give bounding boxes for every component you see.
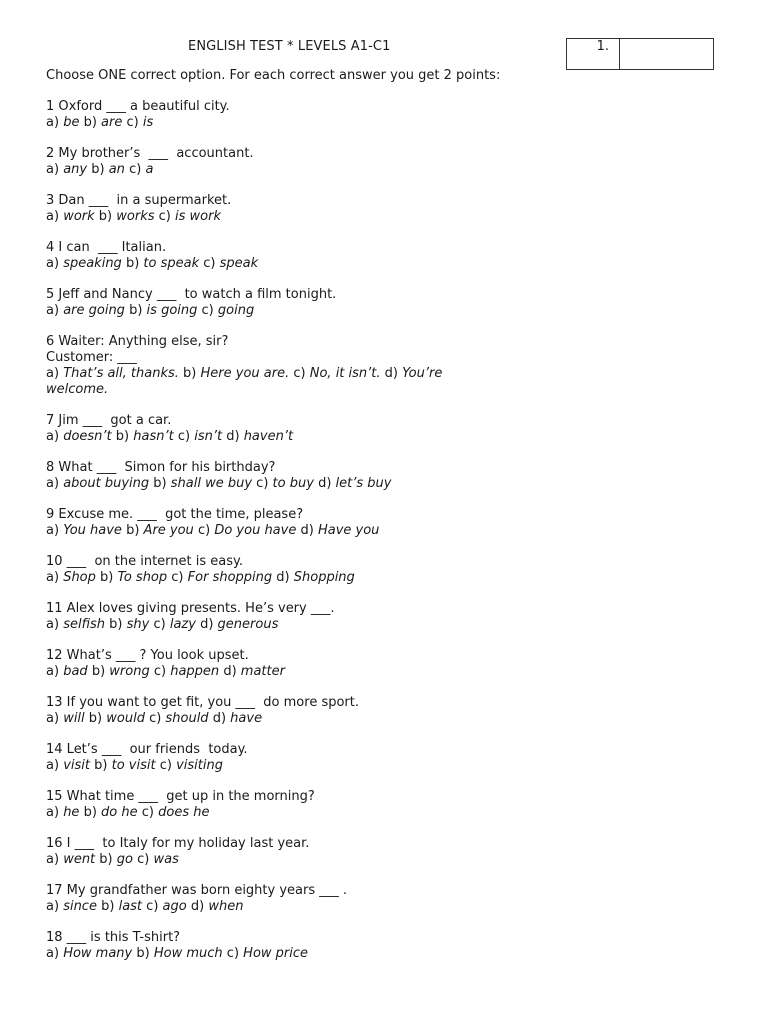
option-text: Here you are. — [200, 366, 290, 381]
answer-option[interactable] — [276, 570, 355, 585]
option-text: lazy — [169, 617, 196, 632]
question-stem: 15 What time ___ get up in the morning? — [46, 789, 315, 804]
question-stem: 17 My grandfather was born eighty years ___ . — [46, 883, 348, 898]
option-text: do he — [101, 805, 138, 820]
answer-option[interactable] — [300, 523, 379, 538]
question-item — [46, 287, 506, 319]
question-item — [46, 883, 506, 915]
option-text: is work — [175, 209, 221, 224]
answer-options — [46, 256, 506, 272]
option-text: does he — [158, 805, 210, 820]
option-letter: a) — [46, 366, 60, 381]
question-item — [46, 334, 506, 398]
answer-option[interactable] — [226, 429, 293, 444]
answer-options — [46, 476, 506, 492]
option-text: a — [145, 162, 154, 177]
option-letter: b) — [109, 617, 123, 632]
option-text: To shop — [117, 570, 168, 585]
option-letter: b) — [136, 946, 150, 961]
question-item — [46, 930, 506, 962]
option-letter: d) — [190, 899, 205, 914]
question-stem: 14 Let’s ___ our friends today. — [46, 742, 248, 757]
option-letter: d) — [226, 429, 240, 444]
option-text: should — [165, 711, 209, 726]
option-letter: b) — [153, 476, 167, 491]
option-letter: a) — [46, 899, 60, 914]
option-letter: a) — [46, 476, 60, 491]
option-text: matter — [240, 664, 285, 679]
question-item — [46, 742, 506, 774]
option-text: shall we buy — [170, 476, 253, 491]
option-text: speaking — [63, 256, 122, 271]
answer-option[interactable] — [126, 523, 194, 538]
answer-option[interactable] — [200, 617, 278, 632]
option-letter: c) — [256, 476, 269, 491]
option-text: have — [230, 711, 263, 726]
option-letter: d) — [276, 570, 290, 585]
option-text: shy — [126, 617, 150, 632]
option-letter: a) — [46, 162, 60, 177]
question-stem: 5 Jeff and Nancy ___ to watch a film tonight. — [46, 287, 337, 302]
option-text: visit — [63, 758, 90, 773]
score-box — [566, 38, 714, 70]
option-text: haven’t — [243, 429, 294, 444]
option-text: work — [63, 209, 95, 224]
answer-options — [46, 209, 506, 225]
option-letter: a) — [46, 852, 60, 867]
option-text: to buy — [272, 476, 314, 491]
option-letter: b) — [94, 758, 108, 773]
answer-options — [46, 523, 506, 539]
question-item — [46, 193, 506, 225]
question-stem: 4 I can ___ Italian. — [46, 240, 167, 255]
option-letter: b) — [83, 805, 97, 820]
answer-options — [46, 758, 506, 774]
question-stem: 9 Excuse me. ___ got the time, please? — [46, 507, 304, 522]
option-letter: c) — [293, 366, 306, 381]
option-text: For shopping — [187, 570, 273, 585]
answer-option[interactable] — [142, 805, 210, 820]
instructions: Choose ONE correct option. For each correct answer you get 2 points: — [46, 68, 501, 83]
option-letter: a) — [46, 758, 60, 773]
answer-option[interactable] — [159, 209, 221, 224]
option-letter: a) — [46, 805, 60, 820]
answer-option[interactable] — [46, 115, 79, 130]
option-letter: a) — [46, 209, 60, 224]
question-stem-line2: Customer: ___ — [46, 350, 137, 365]
option-letter: c) — [137, 852, 150, 867]
option-text: since — [63, 899, 97, 914]
answer-option[interactable] — [223, 664, 285, 679]
option-letter: d) — [300, 523, 314, 538]
answer-options — [46, 711, 506, 727]
answer-option[interactable] — [183, 366, 289, 381]
answer-option[interactable] — [84, 805, 138, 820]
answer-option[interactable] — [153, 617, 195, 632]
answer-option[interactable] — [46, 946, 132, 961]
option-letter: b) — [129, 303, 143, 318]
option-letter: c) — [153, 617, 166, 632]
answer-option[interactable] — [213, 711, 262, 726]
answer-option[interactable] — [46, 476, 149, 491]
answer-option[interactable] — [46, 303, 125, 318]
answer-option[interactable] — [160, 758, 223, 773]
question-item — [46, 99, 506, 131]
answer-option[interactable] — [126, 256, 199, 271]
option-letter: a) — [46, 523, 60, 538]
question-item — [46, 836, 506, 868]
option-letter: a) — [46, 664, 60, 679]
option-letter: c) — [126, 115, 139, 130]
answer-option[interactable] — [46, 617, 105, 632]
option-text: was — [153, 852, 179, 867]
question-item — [46, 789, 506, 821]
option-letter: c) — [226, 946, 240, 961]
option-text: That’s all, thanks. — [63, 366, 179, 381]
answer-option[interactable] — [154, 664, 219, 679]
option-text: is going — [146, 303, 198, 318]
answer-option[interactable] — [171, 570, 272, 585]
answer-options — [46, 805, 506, 821]
option-text: No, it isn’t. — [309, 366, 381, 381]
option-letter: b) — [98, 209, 113, 224]
option-text: speak — [219, 256, 259, 271]
answer-option[interactable] — [116, 429, 174, 444]
option-letter: c) — [129, 162, 142, 177]
option-letter: b) — [101, 899, 115, 914]
option-text: Shop — [63, 570, 96, 585]
option-text: to speak — [143, 256, 200, 271]
answer-options — [46, 366, 506, 398]
option-letter: b) — [183, 366, 197, 381]
option-letter: c) — [197, 523, 211, 538]
option-text: when — [208, 899, 244, 914]
answer-option[interactable] — [129, 162, 153, 177]
answer-option[interactable] — [46, 256, 122, 271]
option-text: How many — [63, 946, 133, 961]
score-label: 1. — [567, 39, 620, 69]
option-text: You’re welcome. — [46, 366, 443, 397]
option-text: is — [142, 115, 154, 130]
question-item — [46, 554, 506, 586]
answer-option[interactable] — [46, 852, 95, 867]
answer-option[interactable] — [127, 115, 154, 130]
question-stem: 3 Dan ___ in a supermarket. — [46, 193, 232, 208]
answer-option[interactable] — [153, 476, 252, 491]
option-text: isn’t — [194, 429, 223, 444]
question-item — [46, 648, 506, 680]
question-item — [46, 146, 506, 178]
option-letter: c) — [141, 805, 154, 820]
answer-option[interactable] — [256, 476, 314, 491]
option-letter: c) — [149, 711, 162, 726]
question-stem: 12 What’s ___ ? You look upset. — [46, 648, 249, 663]
option-text: he — [63, 805, 80, 820]
option-text: ago — [162, 899, 187, 914]
score-field[interactable] — [620, 39, 713, 69]
answer-options — [46, 115, 506, 131]
option-text: happen — [170, 664, 220, 679]
option-text: went — [63, 852, 96, 867]
answer-option[interactable] — [92, 664, 150, 679]
option-letter: b) — [99, 852, 113, 867]
option-text: How price — [243, 946, 309, 961]
question-item — [46, 695, 506, 727]
option-text: hasn’t — [133, 429, 174, 444]
answer-option[interactable] — [109, 617, 149, 632]
answer-options — [46, 852, 506, 868]
option-letter: b) — [88, 711, 103, 726]
answer-option[interactable] — [129, 303, 197, 318]
option-text: be — [63, 115, 80, 130]
answer-option[interactable] — [46, 366, 179, 381]
answer-options — [46, 664, 506, 680]
option-text: go — [116, 852, 133, 867]
option-text: generous — [217, 617, 279, 632]
option-letter: d) — [223, 664, 237, 679]
answer-option[interactable] — [46, 162, 87, 177]
option-text: last — [118, 899, 143, 914]
answer-option[interactable] — [46, 899, 97, 914]
option-letter: c) — [159, 758, 172, 773]
option-text: going — [217, 303, 255, 318]
page-title: ENGLISH TEST * LEVELS A1-C1 — [188, 39, 391, 54]
option-letter: c) — [146, 899, 159, 914]
answer-option[interactable] — [46, 664, 88, 679]
option-text: works — [116, 209, 155, 224]
question-item — [46, 507, 506, 539]
answer-option[interactable] — [146, 899, 187, 914]
option-letter: a) — [46, 429, 60, 444]
answer-options — [46, 946, 506, 962]
option-letter: c) — [203, 256, 216, 271]
question-item — [46, 413, 506, 445]
answer-option[interactable] — [46, 429, 112, 444]
answer-option[interactable] — [100, 570, 167, 585]
question-stem: 8 What ___ Simon for his birthday? — [46, 460, 276, 475]
option-text: Shopping — [293, 570, 355, 585]
option-letter: a) — [46, 946, 60, 961]
option-letter: d) — [212, 711, 227, 726]
option-text: to visit — [111, 758, 156, 773]
answer-option[interactable] — [46, 805, 79, 820]
option-text: an — [108, 162, 125, 177]
answer-option[interactable] — [91, 162, 125, 177]
answer-option[interactable] — [46, 209, 95, 224]
option-letter: c) — [153, 664, 167, 679]
answer-option[interactable] — [293, 366, 380, 381]
question-stem: 10 ___ on the internet is easy. — [46, 554, 243, 569]
option-letter: a) — [46, 617, 60, 632]
option-letter: b) — [100, 570, 114, 585]
question-item — [46, 601, 506, 633]
option-text: Are you — [143, 523, 194, 538]
option-text: visiting — [176, 758, 223, 773]
answer-option[interactable] — [46, 570, 96, 585]
option-letter: b) — [91, 664, 106, 679]
option-letter: d) — [318, 476, 332, 491]
option-text: doesn’t — [63, 429, 112, 444]
answer-option[interactable] — [46, 758, 90, 773]
option-letter: c) — [177, 429, 191, 444]
option-letter: a) — [46, 256, 60, 271]
option-text: Have you — [317, 523, 380, 538]
answer-option[interactable] — [191, 899, 244, 914]
option-text: You have — [63, 523, 122, 538]
option-letter: d) — [200, 617, 214, 632]
question-stem: 16 I ___ to Italy for my holiday last year. — [46, 836, 310, 851]
answer-option[interactable] — [137, 852, 179, 867]
question-list — [46, 99, 506, 977]
option-letter: c) — [158, 209, 171, 224]
question-stem: 13 If you want to get fit, you ___ do more sport. — [46, 695, 359, 710]
answer-options — [46, 899, 506, 915]
answer-option[interactable] — [46, 711, 85, 726]
option-letter: b) — [125, 256, 140, 271]
option-letter: a) — [46, 115, 60, 130]
option-text: How much — [153, 946, 223, 961]
answer-option[interactable] — [84, 115, 123, 130]
answer-option[interactable] — [89, 711, 145, 726]
option-text: will — [63, 711, 85, 726]
answer-option[interactable] — [99, 852, 133, 867]
option-text: are — [101, 115, 123, 130]
option-text: are going — [63, 303, 125, 318]
question-stem: 1 Oxford ___ a beautiful city. — [46, 99, 230, 114]
option-letter: c) — [171, 570, 184, 585]
option-text: any — [63, 162, 88, 177]
option-letter: b) — [91, 162, 105, 177]
question-stem: 18 ___ is this T-shirt? — [46, 930, 181, 945]
option-text: would — [106, 711, 145, 726]
answer-option[interactable] — [101, 899, 142, 914]
answer-option[interactable] — [227, 946, 308, 961]
answer-option[interactable] — [203, 256, 258, 271]
option-letter: a) — [46, 570, 60, 585]
question-stem: 2 My brother’s ___ accountant. — [46, 146, 254, 161]
option-text: Do you have — [214, 523, 297, 538]
answer-option[interactable] — [178, 429, 222, 444]
answer-option[interactable] — [318, 476, 391, 491]
answer-option[interactable] — [94, 758, 155, 773]
option-letter: a) — [46, 303, 60, 318]
option-text: let’s buy — [335, 476, 392, 491]
option-letter: b) — [126, 523, 140, 538]
option-text: about buying — [63, 476, 150, 491]
answer-options — [46, 617, 506, 633]
question-stem: 7 Jim ___ got a car. — [46, 413, 172, 428]
question-item — [46, 460, 506, 492]
answer-options — [46, 303, 506, 319]
answer-option[interactable] — [99, 209, 155, 224]
answer-option[interactable] — [46, 523, 122, 538]
option-letter: b) — [83, 115, 97, 130]
question-stem: 6 Waiter: Anything else, sir? — [46, 334, 229, 349]
question-stem: 11 Alex loves giving presents. He’s very ___. — [46, 601, 335, 616]
answer-option[interactable] — [136, 946, 222, 961]
answer-options — [46, 162, 506, 178]
option-letter: b) — [115, 429, 130, 444]
option-letter: c) — [201, 303, 214, 318]
answer-options — [46, 429, 506, 445]
option-letter: a) — [46, 711, 60, 726]
option-text: bad — [63, 664, 88, 679]
option-text: wrong — [109, 664, 150, 679]
answer-option[interactable] — [198, 523, 296, 538]
answer-options — [46, 570, 506, 586]
answer-option[interactable] — [202, 303, 255, 318]
answer-option[interactable] — [149, 711, 208, 726]
option-text: selfish — [63, 617, 105, 632]
question-item — [46, 240, 506, 272]
option-letter: d) — [384, 366, 398, 381]
